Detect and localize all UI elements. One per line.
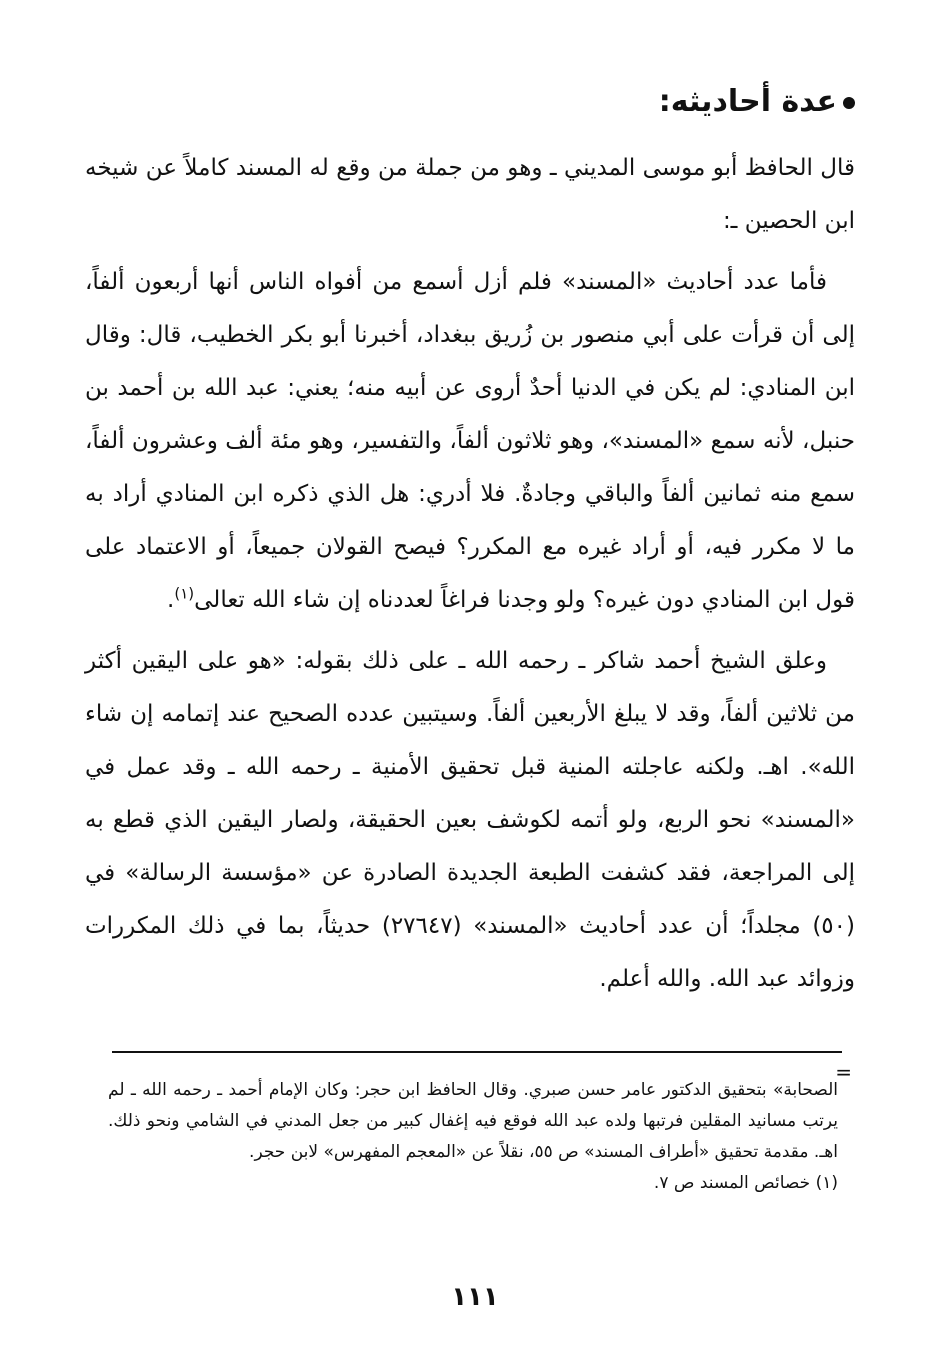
footnotes <box>108 1075 838 1199</box>
footnote-continued: الصحابة» بتحقيق الدكتور عامر حسن صبري. وقال الحافظ ابن حجر: وكان الإمام أحمد ـ رحمه الله ـ لم يرتب مسانيد المقلين فرتبها ولده عبد الله فوقع فيه إغفال كبير من جعل المدني في الشامي ونحو ذلك. اهـ. مقدمة تحقيق «أطراف المسند» ص ٥٥، نقلاً عن «المعجم المفهرس» لابن حجر. <box>108 1080 838 1162</box>
footnote-continuation-mark: = <box>835 1060 852 1084</box>
main-text <box>85 142 855 1014</box>
paragraph-2-end: . <box>167 587 175 613</box>
paragraph-3: وعلق الشيخ أحمد شاكر ـ رحمه الله ـ على ذلك بقوله: «هو على اليقين أكثر من ثلاثين ألفاً، وقد لا يبلغ الأربعين ألفاً. وسيتبين عدده الصحيح عند إتمامه إن شاء الله». اهـ. ولكنه عاجلته المنية قبل تحقيق الأمنية ـ رحمه الله ـ وقد عمل في «المسند» نحو الربع، ولو أتمه لكوشف بعين الحقيقة، ولصار اليقين الذي قطع به إلى المراجعة، فقد كشفت الطبعة الجديدة الصادرة عن «مؤسسة الرسالة» في (٥٠) مجلداً؛ أن عدد أحاديث «المسند» (٢٧٦٤٧) حديثاً، بما في ذلك المكررات وزوائد عبد الله. والله أعلم. <box>85 648 855 992</box>
paragraph-2-text: فأما عدد أحاديث «المسند» فلم أزل أسمع من أفواه الناس أنها أربعون ألفاً، إلى أن قرأت على أبي منصور بن زُريق ببغداد، أخبرنا أبو بكر الخطيب، قال: وقال ابن المنادي: لم يكن في الدنيا أحدٌ أروى عن أبيه منه؛ يعني: عبد الله بن أحمد بن حنبل، لأنه سمع «المسند»، وهو ثلاثون ألفاً، والتفسير، وهو مئة ألف وعشرون ألفاً، سمع منه ثمانين ألفاً والباقي وجادةٌ. فلا أدري: هل الذي ذكره ابن المنادي أراد به ما لا مكرر فيه، أو أراد غيره مع المكرر؟ فيصح القولان جميعاً، أو الاعتماد على قول ابن المنادي دون غيره؟ ولو وجدنا فراغاً لعددناه إن شاء الله تعالى <box>85 269 855 613</box>
page-number: ١١١ <box>451 1282 499 1312</box>
footnote-divider <box>112 1051 842 1053</box>
section-heading-text: عدة أحاديثه: <box>658 84 837 119</box>
paragraph-2 <box>85 256 855 627</box>
footnote-reference: (١) <box>174 584 195 603</box>
section-heading <box>659 80 855 124</box>
bullet-icon <box>843 97 855 109</box>
footnote-1: (١) خصائص المسند ص ٧. <box>653 1173 838 1193</box>
paragraph-1: قال الحافظ أبو موسى المديني ـ وهو من جملة من وقع له المسند كاملاً عن شيخه ابن الحصين ـ: <box>85 155 855 234</box>
